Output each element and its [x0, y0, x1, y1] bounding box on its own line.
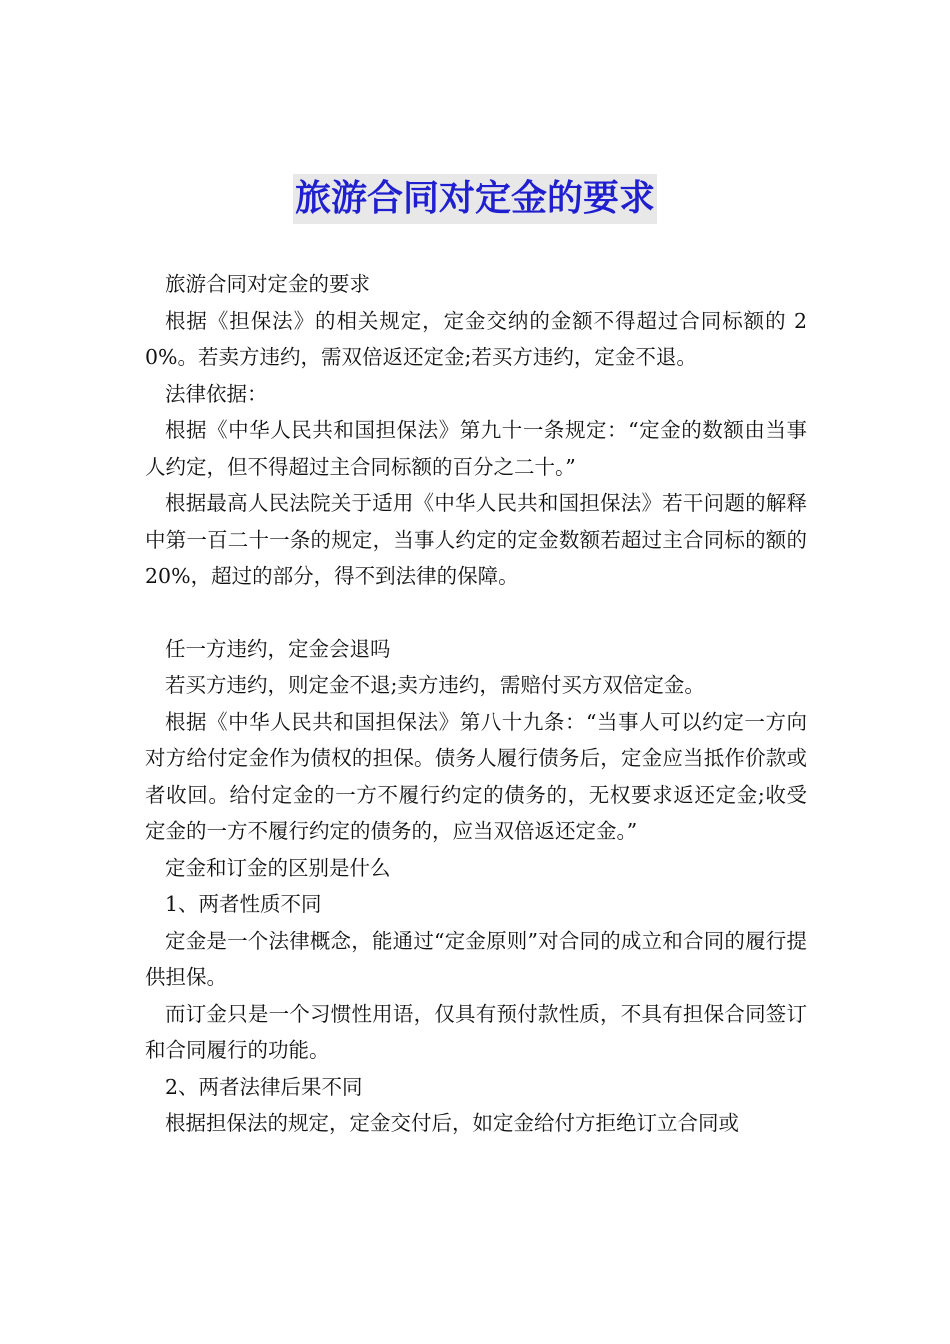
paragraph-3: 法律依据： [165, 381, 268, 406]
title-wrap [0, 174, 950, 224]
paragraph-7: 若买方违约，则定金不退;卖方违约，需赔付买方双倍定金。 [165, 673, 705, 697]
paragraph-2: 根据《担保法》的相关规定，定金交纳的金额不得超过合同标额的 20%。若卖方违约，需双倍返还定金;若买方违约，定金不退。 [145, 308, 807, 369]
paragraph-13: 2、两者法律后果不同 [165, 1074, 363, 1099]
document-title: 旅游合同对定金的要求 [293, 174, 657, 224]
paragraph-5: 根据最高人民法院关于适用《中华人民共和国担保法》若干问题的解释中第一百二十一条的规定，当事人约定的定金数额若超过主合同标的额的 20%，超过的部分，得不到法律的保障。 [145, 491, 807, 588]
paragraph-12: 而订金只是一个习惯性用语，仅具有预付款性质，不具有担保合同签订和合同履行的功能。 [145, 1001, 807, 1062]
paragraph-gap [145, 595, 807, 631]
paragraph-8: 根据《中华人民共和国担保法》第八十九条：“当事人可以约定一方向对方给付定金作为债权的担保。债务人履行债务后，定金应当抵作价款或者收回。给付定金的一方不履行约定的债务的，无权要求返还定金;收受定金的一方不履行约定的债务的，应当双倍返还定金。” [145, 709, 807, 843]
paragraph-9: 定金和订金的区别是什么 [165, 855, 391, 880]
paragraph-4: 根据《中华人民共和国担保法》第九十一条规定：“定金的数额由当事人约定，但不得超过主合同标额的百分之二十。” [145, 418, 807, 479]
paragraph-11: 定金是一个法律概念，能通过“定金原则”对合同的成立和合同的履行提供担保。 [145, 928, 807, 989]
paragraph-10: 1、两者性质不同 [165, 892, 322, 916]
document-body [145, 266, 807, 1142]
paragraph-6: 任一方违约，定金会退吗 [165, 636, 391, 661]
paragraph-14: 根据担保法的规定，定金交付后，如定金给付方拒绝订立合同或 [165, 1111, 739, 1135]
paragraph-1: 旅游合同对定金的要求 [165, 272, 370, 296]
